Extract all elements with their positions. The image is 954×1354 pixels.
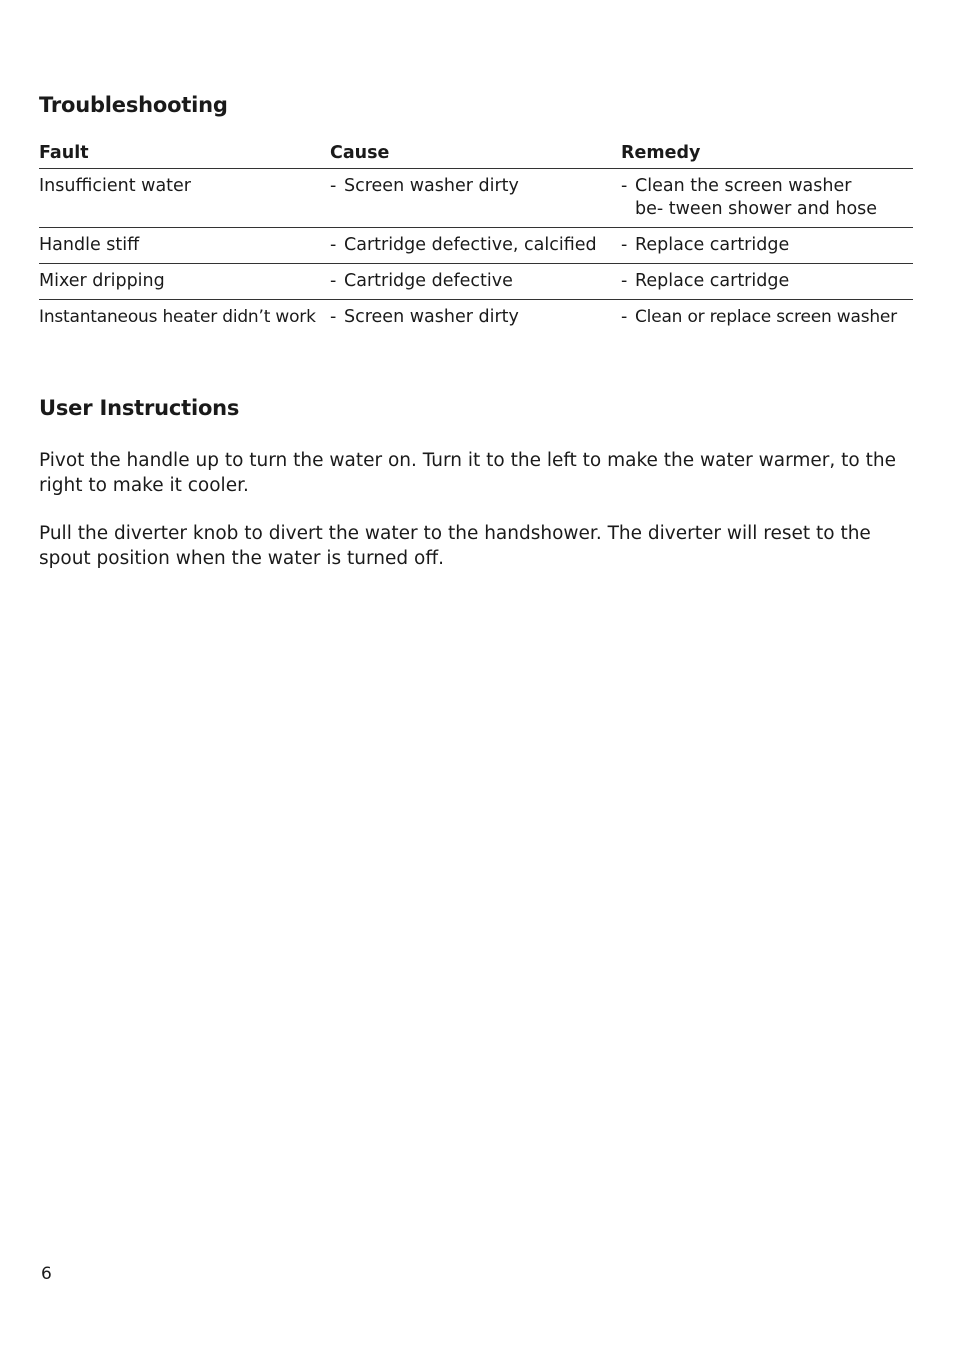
fault-cell: Mixer dripping <box>39 271 165 291</box>
header-remedy: Remedy <box>621 143 701 163</box>
instruction-paragraph: Pull the diverter knob to divert the water to the handshower. The diverter will reset to the spout position when the water is turned off. <box>39 523 871 569</box>
table-header <box>39 140 913 169</box>
dash-bullet: - <box>621 235 628 255</box>
remedy-text: Clean the screen washer be- tween shower and hose <box>635 176 878 219</box>
remedy-text: Replace cartridge <box>635 235 790 255</box>
fault-cell: Insufficient water <box>39 176 192 196</box>
header-cause: Cause <box>330 143 390 163</box>
dash-bullet: - <box>621 271 628 291</box>
dash-bullet: - <box>330 307 337 327</box>
dash-bullet: - <box>621 307 628 327</box>
page-number: 6 <box>41 1264 52 1284</box>
dash-bullet: - <box>621 176 628 196</box>
remedy-cell <box>621 175 913 221</box>
instruction-paragraph: Pivot the handle up to turn the water on. Turn it to the left to make the water warmer, to the right to make it cooler. <box>39 450 896 496</box>
fault-cell: Handle stiff <box>39 235 140 255</box>
table-row <box>39 300 913 335</box>
dash-bullet: - <box>330 235 337 255</box>
fault-cell: Instantaneous heater didn’t work <box>39 307 316 327</box>
remedy-cell <box>621 306 913 329</box>
header-fault: Fault <box>39 143 89 163</box>
table-row <box>39 169 913 228</box>
cause-cell <box>330 234 621 257</box>
user-instructions-title: User Instructions <box>39 396 240 420</box>
cause-text: Cartridge defective, calcified <box>344 235 597 255</box>
table-row <box>39 228 913 264</box>
remedy-text: Replace cartridge <box>635 271 790 291</box>
cause-text: Screen washer dirty <box>344 176 519 196</box>
troubleshooting-table <box>39 140 913 335</box>
cause-text: Screen washer dirty <box>344 307 519 327</box>
cause-cell <box>330 270 621 293</box>
dash-bullet: - <box>330 176 337 196</box>
cause-cell <box>330 175 621 221</box>
table-row <box>39 264 913 300</box>
dash-bullet: - <box>330 271 337 291</box>
cause-text: Cartridge defective <box>344 271 513 291</box>
remedy-cell <box>621 270 913 293</box>
cause-cell <box>330 306 621 329</box>
remedy-cell <box>621 234 913 257</box>
troubleshooting-title: Troubleshooting <box>39 93 228 117</box>
remedy-text: Clean or replace screen washer <box>635 307 897 327</box>
